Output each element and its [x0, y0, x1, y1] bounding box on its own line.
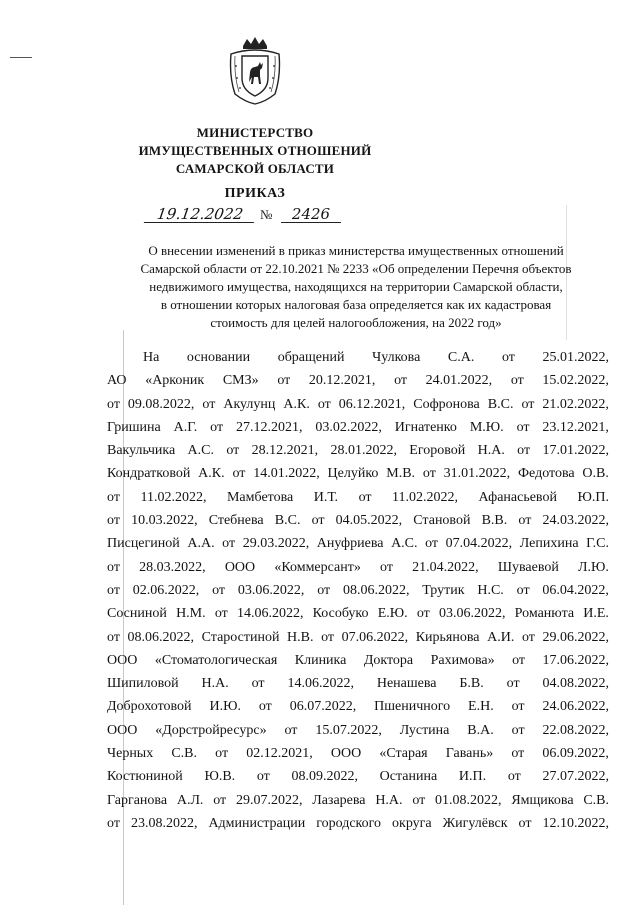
body-word: А.С. [391, 536, 418, 552]
body-line [107, 672, 609, 695]
body-word: Ануфриева [316, 536, 384, 552]
body-word: Н.М. [176, 606, 206, 622]
body-word: А.С. [187, 443, 214, 459]
body-word: Ямщикова [511, 792, 574, 808]
body-word: Костюниной [107, 769, 183, 785]
body-word: от [213, 792, 227, 808]
body-word: от [425, 536, 439, 552]
body-word: Стебнева [208, 513, 264, 529]
body-word: Ю.В. [204, 769, 236, 785]
body-word: 11.02.2022, [392, 489, 459, 505]
body-word: 14.06.2022, [236, 606, 304, 622]
body-word: от [511, 722, 525, 738]
body-word: М.Ю. [469, 419, 504, 435]
body-word: Старостиной [201, 629, 280, 645]
body-word: 02.12.2021, [246, 746, 313, 762]
subject-line: О внесении изменений в приказ министерства имущественных отношений [148, 243, 564, 258]
body-word: от [380, 559, 393, 575]
order-subject [96, 242, 616, 332]
body-word: от [412, 792, 426, 808]
body-word: 02.06.2022, [132, 582, 200, 598]
body-line [107, 509, 609, 532]
body-word: Кособуко [312, 606, 369, 622]
ministry-name [110, 124, 400, 178]
body-word: 22.08.2022, [542, 722, 609, 738]
body-word: «Старая [379, 746, 428, 762]
body-word: Б.В. [459, 676, 484, 692]
body-word: от [107, 396, 120, 412]
body-word: от [501, 350, 515, 365]
body-word: 17.06.2022, [542, 652, 609, 668]
body-line [107, 416, 609, 439]
body-word: 28.12.2021, [251, 443, 319, 459]
body-word: 10.03.2022, [131, 513, 198, 529]
body-word: Целуйко [327, 466, 379, 482]
body-word: ООО [107, 652, 138, 668]
body-word: Пшеничного [374, 699, 451, 715]
body-word: Ю.П. [577, 489, 609, 505]
body-word: от [521, 629, 535, 645]
body-word: Н.А. [375, 792, 403, 808]
body-word: Кирьянова [415, 629, 480, 645]
subject-line: недвижимого имущества, находящихся на территории Самарской области, [149, 279, 563, 294]
body-word: от [422, 466, 436, 482]
body-word: С.В. [583, 792, 609, 808]
body-word: 07.04.2022, [445, 536, 513, 552]
body-word: А.К. [198, 466, 225, 482]
body-word: 28.01.2022, [330, 443, 397, 459]
body-word: Егоровой [409, 443, 466, 459]
body-line [107, 626, 609, 649]
body-word: В.В. [481, 513, 508, 529]
body-word: 04.05.2022, [335, 513, 403, 529]
body-word: от [107, 513, 120, 529]
body-word: от [358, 489, 372, 505]
body-word: Е.Н. [468, 699, 494, 715]
body-word: 08.06.2022, [342, 582, 410, 598]
body-word: ООО [224, 559, 256, 575]
body-word: от [518, 513, 532, 529]
body-word: основании [186, 350, 251, 365]
body-word: С.В. [171, 746, 198, 762]
body-word: Н.В. [287, 629, 314, 645]
body-word: обращений [277, 350, 345, 365]
body-line [107, 789, 609, 812]
body-word: 27.12.2021, [235, 419, 303, 435]
body-word: Г.С. [586, 536, 609, 552]
body-line [107, 439, 609, 462]
body-word: 29.03.2022, [242, 536, 310, 552]
body-word: 24.03.2022, [542, 513, 609, 529]
body-word: от [107, 559, 120, 575]
body-word: В.С. [487, 396, 514, 412]
body-word: от [277, 373, 291, 389]
body-word: Федотова [517, 466, 575, 482]
body-line [107, 462, 609, 485]
body-line [107, 719, 609, 742]
body-line [107, 765, 609, 788]
body-word: 06.12.2021, [338, 396, 406, 412]
body-word: от [251, 676, 265, 692]
body-word: Афанасьевой [478, 489, 557, 505]
body-word: от [212, 582, 226, 598]
body-word: «Арконик [145, 373, 205, 389]
body-word: от [107, 582, 120, 598]
body-word: округа [392, 815, 432, 831]
body-word: от [284, 722, 298, 738]
body-word: И.Ю. [209, 699, 241, 715]
body-word: Шуваевой [497, 559, 559, 575]
body-word: от [507, 769, 521, 785]
body-word: Черных [107, 746, 154, 762]
body-word: 29.06.2022, [542, 629, 609, 645]
body-word: от [215, 746, 229, 762]
body-word: Лазарева [312, 792, 366, 808]
body-word: от [510, 373, 524, 389]
order-number: 2426 [281, 206, 341, 223]
body-word: 20.12.2021, [308, 373, 376, 389]
body-word: 24.01.2022, [425, 373, 493, 389]
body-word: от [511, 746, 525, 762]
scan-mark [10, 57, 32, 58]
body-word: от [202, 396, 216, 412]
body-line [107, 602, 609, 625]
body-word: 06.07.2022, [289, 699, 357, 715]
body-word: от [517, 443, 531, 459]
body-word: 27.07.2022, [542, 769, 609, 785]
subject-line: в отношении которых налоговая база определяется как их кадастровая [160, 297, 552, 312]
body-word: Н.А. [477, 443, 505, 459]
body-word: Останина [379, 769, 438, 785]
body-word: Доброхотовой [107, 699, 192, 715]
body-word: А.Г. [173, 419, 198, 435]
body-word: 03.02.2022, [315, 419, 382, 435]
body-word: «Стоматологическая [154, 652, 278, 668]
body-word: 23.12.2021, [542, 419, 609, 435]
body-word: от [317, 396, 331, 412]
body-word: Писцегиной [107, 536, 180, 552]
body-line [107, 486, 609, 509]
body-word: 08.09.2022, [291, 769, 358, 785]
body-word: «Коммерсант» [274, 559, 361, 575]
ministry-line-3: САМАРСКОЙ ОБЛАСТИ [175, 161, 335, 176]
body-word: 21.04.2022, [412, 559, 479, 575]
body-line [107, 579, 609, 602]
body-line [107, 393, 609, 416]
body-word: Администрации [208, 815, 306, 831]
body-word: Рахимова» [430, 652, 495, 668]
body-word: от [321, 629, 335, 645]
body-word: А.А. [187, 536, 215, 552]
body-word: 31.01.2022, [443, 466, 511, 482]
body-word: Е.Ю. [377, 606, 408, 622]
order-body-text [107, 346, 609, 835]
body-line [107, 532, 609, 555]
body-word: 06.09.2022, [542, 746, 609, 762]
body-word: от [256, 769, 270, 785]
body-word: от [210, 419, 224, 435]
body-word: А.К. [283, 396, 310, 412]
ministry-line-1: МИНИСТЕРСТВО [196, 125, 314, 140]
body-word: М.В. [386, 466, 416, 482]
body-word: 25.01.2022, [542, 350, 609, 365]
body-word: Кондратковой [107, 466, 191, 482]
body-word: Доктора [363, 652, 414, 668]
body-word: от [394, 373, 407, 389]
body-word: 15.02.2022, [542, 373, 609, 389]
body-word: АО [107, 373, 127, 389]
body-word: 14.01.2022, [253, 466, 320, 482]
body-word: от [317, 582, 331, 598]
body-word: 03.06.2022, [237, 582, 305, 598]
body-word: 17.01.2022, [542, 443, 609, 459]
subject-line: стоимость для целей налогообложения, на 2022 год» [210, 315, 502, 330]
body-word: Вакульчика [107, 443, 176, 459]
body-word: от [512, 652, 526, 668]
body-word: А.Л. [176, 792, 204, 808]
order-date-number [105, 206, 405, 226]
body-word: Софронова [413, 396, 480, 412]
body-word: Гришина [107, 419, 161, 435]
body-word: Акулунц [223, 396, 276, 412]
body-word: И.П. [458, 769, 487, 785]
subject-line: Самарской области от 22.10.2021 № 2233 «Об определении Перечня объектов [140, 261, 572, 276]
body-word: от [311, 513, 325, 529]
body-word: от [226, 443, 240, 459]
body-word: Клиника [294, 652, 347, 668]
body-word: Л.Ю. [578, 559, 609, 575]
body-word: На [143, 350, 160, 365]
body-word: Романюта [514, 606, 575, 622]
body-word: 06.04.2022, [542, 582, 609, 598]
order-date: 19.12.2022 [144, 206, 256, 223]
body-word: от [518, 815, 532, 831]
body-word: «Дорстройресурс» [155, 722, 267, 738]
body-word: от [511, 699, 525, 715]
body-word: И.Е. [583, 606, 609, 622]
body-word: 12.10.2022, [542, 815, 609, 831]
body-word: СМЗ» [222, 373, 259, 389]
body-word: от [258, 699, 272, 715]
body-word: И.Т. [313, 489, 339, 505]
body-word: 01.08.2022, [435, 792, 502, 808]
body-word: от [107, 815, 120, 831]
body-word: Игнатенко [394, 419, 457, 435]
body-word: А.И. [487, 629, 515, 645]
body-word: Сосниной [107, 606, 167, 622]
samara-region-coat-of-arms-icon [225, 36, 285, 106]
body-word: 11.02.2022, [140, 489, 207, 505]
body-word: С.А. [447, 350, 475, 365]
body-word: Жигулёвск [442, 815, 508, 831]
body-word: от [521, 396, 535, 412]
body-word: от [222, 536, 236, 552]
body-word: 03.06.2022, [438, 606, 506, 622]
body-word: ООО [107, 722, 138, 738]
body-word: Шипиловой [107, 676, 179, 692]
document-type: ПРИКАЗ [224, 186, 286, 201]
body-word: городского [316, 815, 382, 831]
body-word: О.В. [582, 466, 609, 482]
body-word: Становой [413, 513, 471, 529]
body-word: Чулкова [372, 350, 421, 365]
number-sign: № [260, 207, 273, 222]
body-word: 09.08.2022, [127, 396, 195, 412]
body-word: Трутик [422, 582, 465, 598]
body-word: от [506, 676, 520, 692]
body-line [107, 369, 609, 392]
body-word: В.С. [274, 513, 301, 529]
body-line [107, 346, 609, 369]
body-line [107, 695, 609, 718]
body-word: 23.08.2022, [130, 815, 198, 831]
body-word: 04.08.2022, [542, 676, 609, 692]
body-word: ООО [330, 746, 362, 762]
body-word: Лустина [399, 722, 450, 738]
body-word: Ненашева [376, 676, 437, 692]
body-word: от [232, 466, 246, 482]
body-word: Мамбетова [226, 489, 294, 505]
body-word: от [107, 629, 120, 645]
body-word: 15.07.2022, [315, 722, 382, 738]
body-word: от [214, 606, 228, 622]
body-word: 29.07.2022, [235, 792, 303, 808]
body-word: 21.02.2022, [542, 396, 609, 412]
body-line [107, 649, 609, 672]
body-line [107, 556, 609, 579]
body-word: Гавань» [445, 746, 494, 762]
body-word: Гарганова [107, 792, 168, 808]
body-word: В.А. [467, 722, 494, 738]
body-line [107, 742, 609, 765]
body-word: Лепихина [519, 536, 579, 552]
body-word: 14.06.2022, [287, 676, 354, 692]
body-word: от [516, 419, 530, 435]
body-line [107, 812, 609, 835]
body-word: от [416, 606, 430, 622]
body-word: от [107, 489, 120, 505]
body-word: от [516, 582, 530, 598]
ministry-line-2: ИМУЩЕСТВЕННЫХ ОТНОШЕНИЙ [138, 143, 372, 158]
body-word: 28.03.2022, [139, 559, 206, 575]
body-word: Н.С. [477, 582, 504, 598]
body-word: 07.06.2022, [341, 629, 409, 645]
body-word: 08.06.2022, [127, 629, 195, 645]
body-word: Н.А. [201, 676, 229, 692]
body-word: 24.06.2022, [542, 699, 609, 715]
